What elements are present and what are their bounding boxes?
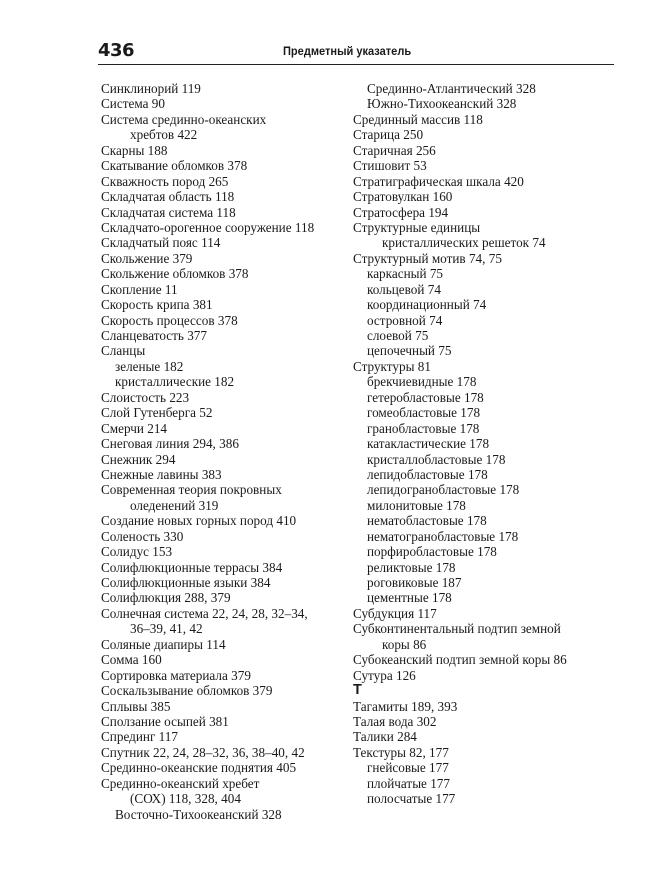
index-entry-continuation: 36–39, 41, 42	[130, 621, 203, 637]
page-number: 436	[98, 40, 135, 61]
index-entry: Скорость процессов 378	[101, 312, 238, 328]
index-entry: Скольжение обломков 378	[101, 266, 249, 282]
index-entry: Слоистость 223	[101, 389, 190, 405]
index-entry: Талая вода 302	[353, 713, 437, 729]
index-entry: Снежные лавины 383	[101, 466, 222, 482]
index-subentry: цепочечный 75	[367, 343, 452, 359]
index-subentry: гомеобластовые 178	[367, 405, 481, 421]
running-head-title: Предметный указатель	[283, 44, 412, 58]
index-entry: Структурные единицы	[353, 219, 481, 235]
index-column-right	[353, 81, 567, 807]
index-entry-continuation: (СОХ) 118, 328, 404	[130, 791, 241, 807]
index-subentry: зеленые 182	[115, 358, 184, 374]
index-subentry: реликтовые 178	[367, 559, 456, 575]
index-entry: Сползание осыпей 381	[101, 713, 229, 729]
index-entry: Срединный массив 118	[353, 111, 483, 127]
index-entry: Система 90	[101, 96, 165, 112]
index-entry: Синклинорий 119	[101, 81, 201, 96]
index-subentry: Восточно-Тихоокеанский 328	[115, 806, 282, 822]
index-subentry: лепидобластовые 178	[367, 466, 488, 482]
index-subentry: кристаллобластовые 178	[367, 451, 506, 467]
index-entry: Скопление 11	[101, 281, 178, 297]
index-subentry: нематогранобластовые 178	[367, 528, 519, 544]
index-subentry: плойчатые 177	[367, 775, 450, 791]
index-subentry: кристаллические 182	[115, 374, 235, 390]
index-entry: Смерчи 214	[101, 420, 168, 436]
index-entry: Структурный мотив 74, 75	[353, 250, 502, 266]
index-entry: Сортировка материала 379	[101, 667, 251, 683]
index-entry: Сплывы 385	[101, 698, 171, 714]
index-entry: Субокеанский подтип земной коры 86	[353, 652, 567, 668]
index-entry: Соскальзывание обломков 379	[101, 683, 273, 699]
index-subentry: каркасный 75	[367, 266, 444, 282]
index-entry: Скарны 188	[101, 142, 168, 158]
index-subentry: гетеробластовые 178	[367, 389, 484, 405]
index-entry: Складчатая область 118	[101, 189, 235, 205]
index-entry: Стишовит 53	[353, 158, 427, 174]
index-entry: Скважность пород 265	[101, 173, 229, 189]
index-subentry: цементные 178	[367, 590, 452, 606]
index-entry: Слой Гутенберга 52	[101, 405, 213, 421]
index-subentry: слоевой 75	[367, 328, 429, 343]
index-entry: Структуры 81	[353, 358, 431, 374]
index-entry-continuation: коры 86	[382, 636, 427, 652]
index-entry: Субдукция 117	[353, 605, 437, 621]
index-entry: Стратосфера 194	[353, 204, 449, 220]
index-subentry: брекчиевидные 178	[367, 374, 477, 390]
index-entry: Складчато-орогенное сооружение 118	[101, 219, 315, 235]
index-entry: Старичная 256	[353, 142, 436, 158]
index-subentry: гранобластовые 178	[367, 420, 480, 436]
index-subentry: нематобластовые 178	[367, 513, 487, 529]
index-subentry: гнейсовые 177	[367, 760, 449, 776]
index-subentry: полосчатые 177	[367, 791, 456, 807]
header-rule	[98, 64, 614, 65]
index-entry: Стратовулкан 160	[353, 189, 453, 205]
index-entry: Талики 284	[353, 729, 417, 745]
index-entry: Солнечная система 22, 24, 28, 32–34,	[101, 605, 308, 621]
index-entry: Создание новых горных пород 410	[101, 513, 297, 529]
index-entry: Солидус 153	[101, 544, 173, 560]
index-entry-continuation: оледенений 319	[130, 497, 219, 513]
index-subentry: роговиковые 187	[367, 575, 462, 590]
index-subentry: милонитовые 178	[367, 497, 466, 513]
index-entry-continuation: кристаллических решеток 74	[382, 235, 546, 251]
index-entry: Субконтинентальный подтип земной	[353, 621, 561, 637]
index-entry: Снеговая линия 294, 386	[101, 436, 239, 452]
index-entry: Скольжение 379	[101, 250, 193, 266]
index-entry: Спрединг 117	[101, 729, 178, 745]
index-column-left	[101, 81, 314, 822]
index-entry: Срединно-океанский хребет	[101, 775, 260, 791]
index-entry: Сланцеватость 377	[101, 328, 207, 343]
index-entry: Срединно-океанские поднятия 405	[101, 760, 297, 776]
index-entry: Складчатая система 118	[101, 204, 236, 220]
index-subentry: порфиробластовые 178	[367, 544, 497, 560]
index-entry: Сутура 126	[353, 667, 416, 683]
index-entry: Сланцы	[101, 343, 146, 359]
index-entry: Скорость крипа 381	[101, 297, 213, 313]
index-subentry: катакластические 178	[367, 436, 490, 452]
index-entry-continuation: хребтов 422	[130, 127, 198, 143]
index-entry: Система срединно-океанских	[101, 111, 267, 127]
index-entry: Солифлюкционные террасы 384	[101, 559, 283, 575]
index-letter-heading: Т	[353, 682, 362, 699]
index-entry: Спутник 22, 24, 28–32, 36, 38–40, 42	[101, 744, 305, 760]
page-header	[98, 40, 614, 66]
index-subentry: островной 74	[367, 312, 443, 328]
index-entry: Современная теория покровных	[101, 482, 282, 498]
index-entry: Старица 250	[353, 127, 424, 143]
index-entry: Стратиграфическая шкала 420	[353, 173, 524, 189]
index-entry: Соляные диапиры 114	[101, 636, 226, 652]
index-subentry: кольцевой 74	[367, 281, 441, 297]
index-entry: Солифлюкционные языки 384	[101, 575, 271, 590]
index-subentry: координационный 74	[367, 297, 487, 313]
index-entry: Складчатый пояс 114	[101, 235, 221, 251]
index-entry: Снежник 294	[101, 451, 176, 467]
index-entry: Текстуры 82, 177	[353, 744, 449, 760]
index-entry: Тагамиты 189, 393	[353, 698, 458, 714]
index-entry: Солифлюкция 288, 379	[101, 590, 231, 606]
index-subentry: Срединно-Атлантический 328	[367, 81, 536, 96]
index-entry: Сомма 160	[101, 652, 162, 668]
index-subentry: Южно-Тихоокеанский 328	[367, 96, 517, 112]
index-entry: Скатывание обломков 378	[101, 158, 248, 174]
index-subentry: лепидогранобластовые 178	[367, 482, 520, 498]
index-entry: Соленость 330	[101, 528, 184, 544]
